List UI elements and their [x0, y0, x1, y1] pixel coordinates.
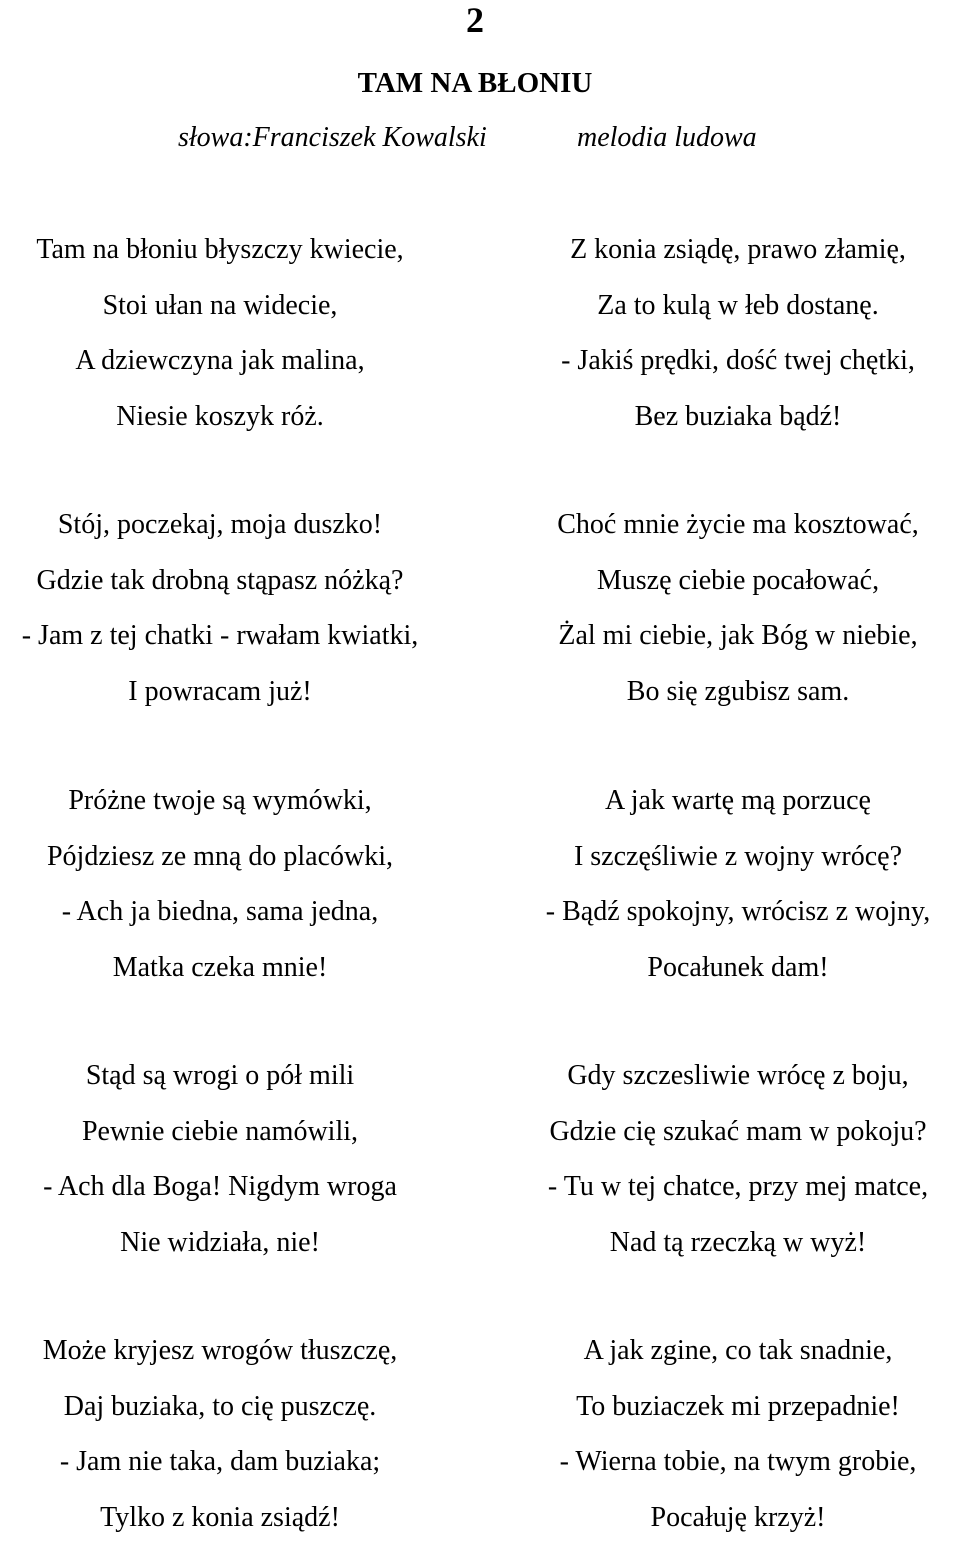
stanza-line: Gdzie cię szukać mam w pokoju? — [518, 1104, 958, 1160]
stanza-7 — [0, 1048, 440, 1270]
stanza-2 — [518, 222, 958, 444]
stanza-1 — [0, 222, 440, 444]
stanza-3 — [0, 497, 440, 719]
stanza-line: Pocałuję krzyż! — [518, 1490, 958, 1545]
stanza-line: Daj buziaka, to cię puszczę. — [0, 1379, 440, 1435]
stanza-line: Matka czeka mnie! — [0, 940, 440, 996]
stanza-4 — [518, 497, 958, 719]
stanza-line: Bo się zgubisz sam. — [518, 664, 958, 720]
stanza-line: Tylko z konia zsiądź! — [0, 1490, 440, 1545]
stanza-line: Choć mnie życie ma kosztować, — [518, 497, 958, 553]
stanza-line: Muszę ciebie pocałować, — [518, 553, 958, 609]
stanza-line: Z konia zsiądę, prawo złamię, — [518, 222, 958, 278]
stanza-line: - Tu w tej chatce, przy mej matce, — [518, 1159, 958, 1215]
stanza-line: Gdzie tak drobną stąpasz nóżką? — [0, 553, 440, 609]
stanza-line: Za to kulą w łeb dostanę. — [518, 278, 958, 334]
stanza-line: - Bądź spokojny, wrócisz z wojny, — [518, 884, 958, 940]
stanza-line: I powracam już! — [0, 664, 440, 720]
stanza-line: Nie widziała, nie! — [0, 1215, 440, 1271]
stanza-line: Może kryjesz wrogów tłuszczę, — [0, 1323, 440, 1379]
stanza-line: - Jakiś prędki, dość twej chętki, — [518, 333, 958, 389]
stanza-line: - Jam z tej chatki - rwałam kwiatki, — [0, 608, 440, 664]
stanza-line: A dziewczyna jak malina, — [0, 333, 440, 389]
stanza-line: To buziaczek mi przepadnie! — [518, 1379, 958, 1435]
stanza-line: Pewnie ciebie namówili, — [0, 1104, 440, 1160]
stanza-line: - Wierna tobie, na twym grobie, — [518, 1434, 958, 1490]
stanza-line: Niesie koszyk róż. — [0, 389, 440, 445]
stanza-line: Stój, poczekaj, moja duszko! — [0, 497, 440, 553]
stanza-line: I szczęśliwie z wojny wrócę? — [518, 829, 958, 885]
stanza-line: A jak wartę mą porzucę — [518, 773, 958, 829]
stanza-line: - Ach dla Boga! Nigdym wroga — [0, 1159, 440, 1215]
stanza-line: Stąd są wrogi o pół mili — [0, 1048, 440, 1104]
stanza-9 — [0, 1323, 440, 1545]
stanza-8 — [518, 1048, 958, 1270]
stanza-line: Żal mi ciebie, jak Bóg w niebie, — [518, 608, 958, 664]
stanza-line: Gdy szczesliwie wrócę z boju, — [518, 1048, 958, 1104]
lyrics-credit: słowa:Franciszek Kowalski — [178, 118, 487, 158]
stanza-10 — [518, 1323, 958, 1545]
stanza-line: - Jam nie taka, dam buziaka; — [0, 1434, 440, 1490]
stanza-line: Nad tą rzeczką w wyż! — [518, 1215, 958, 1271]
stanza-line: Próżne twoje są wymówki, — [0, 773, 440, 829]
stanza-line: Pójdziesz ze mną do placówki, — [0, 829, 440, 885]
stanza-5 — [0, 773, 440, 995]
melody-credit: melodia ludowa — [577, 118, 757, 158]
song-title: TAM NA BŁONIU — [0, 63, 950, 103]
page-number: 2 — [0, 0, 950, 40]
stanza-line: - Ach ja biedna, sama jedna, — [0, 884, 440, 940]
stanza-6 — [518, 773, 958, 995]
stanza-line: Bez buziaka bądź! — [518, 389, 958, 445]
stanza-line: Pocałunek dam! — [518, 940, 958, 996]
stanza-line: Stoi ułan na widecie, — [0, 278, 440, 334]
stanza-line: Tam na błoniu błyszczy kwiecie, — [0, 222, 440, 278]
stanza-line: A jak zgine, co tak snadnie, — [518, 1323, 958, 1379]
